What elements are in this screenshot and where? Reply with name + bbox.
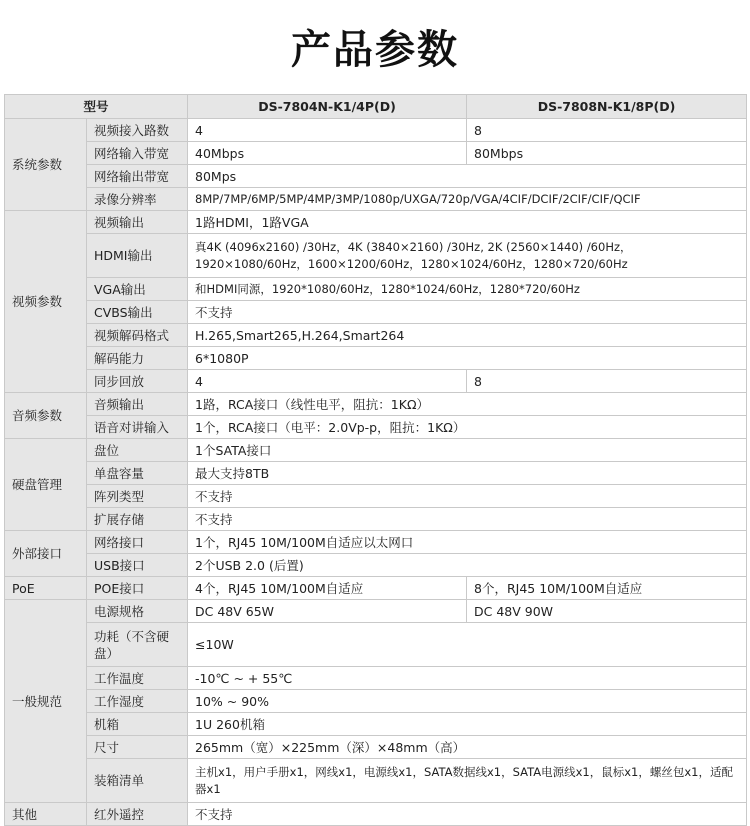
row-label: 语音对讲输入 (87, 416, 188, 439)
row-value: 1路，RCA接口（线性电平，阻抗：1KΩ） (188, 393, 747, 416)
row-label: 功耗（不含硬盘） (87, 623, 188, 667)
row-value: 8MP/7MP/6MP/5MP/4MP/3MP/1080p/UXGA/720p/VGA/4CIF/DCIF/2CIF/CIF/QCIF (188, 188, 747, 211)
row-value: 最大支持8TB (188, 462, 747, 485)
row-label: 尺寸 (87, 736, 188, 759)
table-row (5, 485, 747, 508)
row-label: 视频接入路数 (87, 119, 188, 142)
table-row (5, 462, 747, 485)
row-value-col1: 4 (188, 119, 467, 142)
row-label: 阵列类型 (87, 485, 188, 508)
row-label: 同步回放 (87, 370, 188, 393)
table-row (5, 623, 747, 667)
row-value-col2: DC 48V 90W (467, 600, 747, 623)
category-system: 系统参数 (5, 119, 87, 211)
table-row (5, 142, 747, 165)
header-col1: DS-7804N-K1/4P(D) (188, 95, 467, 119)
row-label: 解码能力 (87, 347, 188, 370)
table-row (5, 234, 747, 278)
row-value: H.265,Smart265,H.264,Smart264 (188, 324, 747, 347)
row-label: 工作温度 (87, 667, 188, 690)
row-label: POE接口 (87, 577, 188, 600)
table-row (5, 347, 747, 370)
row-value: 2个USB 2.0 (后置) (188, 554, 747, 577)
row-label: 网络输出带宽 (87, 165, 188, 188)
row-value: 不支持 (188, 508, 747, 531)
row-label: 单盘容量 (87, 462, 188, 485)
row-label: 录像分辨率 (87, 188, 188, 211)
table-row (5, 211, 747, 234)
table-row (5, 803, 747, 826)
row-label: 工作湿度 (87, 690, 188, 713)
category-other: 其他 (5, 803, 87, 826)
row-value-col2: 8个，RJ45 10M/100M自适应 (467, 577, 747, 600)
category-poe: PoE (5, 577, 87, 600)
row-label: 红外遥控 (87, 803, 188, 826)
row-label: USB接口 (87, 554, 188, 577)
row-value: -10℃ ~ + 55℃ (188, 667, 747, 690)
category-audio: 音频参数 (5, 393, 87, 439)
row-label: 装箱清单 (87, 759, 188, 803)
row-label: 盘位 (87, 439, 188, 462)
row-label: VGA输出 (87, 278, 188, 301)
row-value-col1: 4 (188, 370, 467, 393)
table-row (5, 324, 747, 347)
table-row (5, 554, 747, 577)
row-label: HDMI输出 (87, 234, 188, 278)
table-row (5, 531, 747, 554)
row-value: 1个，RJ45 10M/100M自适应以太网口 (188, 531, 747, 554)
table-row (5, 439, 747, 462)
category-general: 一般规范 (5, 600, 87, 803)
row-label: 网络接口 (87, 531, 188, 554)
table-row (5, 508, 747, 531)
row-value: 不支持 (188, 803, 747, 826)
row-label: 扩展存储 (87, 508, 188, 531)
row-value: 和HDMI同源，1920*1080/60Hz，1280*1024/60Hz，1280*720/60Hz (188, 278, 747, 301)
row-value: 不支持 (188, 485, 747, 508)
table-row (5, 690, 747, 713)
table-row (5, 393, 747, 416)
table-row (5, 119, 747, 142)
row-label: 视频输出 (87, 211, 188, 234)
row-label: 音频输出 (87, 393, 188, 416)
row-value: 10% ~ 90% (188, 690, 747, 713)
row-value-col2: 8 (467, 370, 747, 393)
row-value-col2: 8 (467, 119, 747, 142)
row-value-col1: DC 48V 65W (188, 600, 467, 623)
row-label: 电源规格 (87, 600, 188, 623)
category-disk: 硬盘管理 (5, 439, 87, 531)
row-value: 主机x1，用户手册x1，网线x1，电源线x1，SATA数据线x1，SATA电源线x1，鼠标x1，螺丝包x1，适配器x1 (188, 759, 747, 803)
row-label: 视频解码格式 (87, 324, 188, 347)
table-row (5, 370, 747, 393)
table-row (5, 416, 747, 439)
header-model: 型号 (5, 95, 188, 119)
table-row (5, 667, 747, 690)
row-value-col1: 40Mbps (188, 142, 467, 165)
row-label: CVBS输出 (87, 301, 188, 324)
table-row (5, 759, 747, 803)
page-title: 产品参数 (291, 27, 459, 73)
row-label: 机箱 (87, 713, 188, 736)
row-label: 网络输入带宽 (87, 142, 188, 165)
row-value: 1个，RCA接口（电平：2.0Vp-p，阻抗：1KΩ） (188, 416, 747, 439)
table-row (5, 736, 747, 759)
header-row (5, 95, 747, 119)
row-value-col1: 4个，RJ45 10M/100M自适应 (188, 577, 467, 600)
header-col2: DS-7808N-K1/8P(D) (467, 95, 747, 119)
row-value: 265mm（宽）×225mm（深）×48mm（高） (188, 736, 747, 759)
row-value: 1个SATA接口 (188, 439, 747, 462)
row-value-col2: 80Mbps (467, 142, 747, 165)
row-value: 真4K (4096x2160) /30Hz，4K (3840×2160) /30Hz, 2K (2560×1440) /60Hz，1920×1080/60Hz，1600×1200/60Hz，1280×1024/60Hz，1280×720/60Hz (188, 234, 747, 278)
table-row (5, 600, 747, 623)
row-value: ≤10W (188, 623, 747, 667)
table-row (5, 188, 747, 211)
table-row (5, 278, 747, 301)
row-value: 6*1080P (188, 347, 747, 370)
row-value: 不支持 (188, 301, 747, 324)
row-value: 80Mps (188, 165, 747, 188)
row-value: 1U 260机箱 (188, 713, 747, 736)
category-ext: 外部接口 (5, 531, 87, 577)
table-row (5, 713, 747, 736)
table-row (5, 577, 747, 600)
row-value: 1路HDMI，1路VGA (188, 211, 747, 234)
table-row (5, 301, 747, 324)
table-row (5, 165, 747, 188)
category-video: 视频参数 (5, 211, 87, 393)
spec-table (4, 94, 747, 826)
